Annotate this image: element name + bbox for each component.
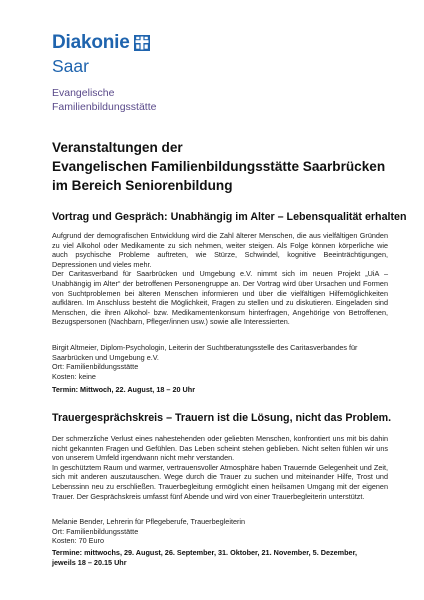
event2-speaker: Melanie Bender, Lehrerin für Pflegeberufe, Trauerbegleiterin xyxy=(52,517,246,526)
event2-meta xyxy=(52,517,388,546)
logo-region: Saar xyxy=(52,56,89,76)
logo-subtitle-line2: Familienbildungsstätte xyxy=(52,101,157,113)
event2-date-line1: Termine: mittwochs, 29. August, 26. September, 31. Oktober, 21. November, 5. Dezember, xyxy=(52,548,358,557)
page-title-line2: Evangelischen Familienbildungsstätte Saarbrücken xyxy=(52,159,386,174)
logo-subtitle xyxy=(52,86,156,114)
event1-body-para2: Der Caritasverband für Saarbrücken und Umgebung e.V. nimmt sich im neuen Projekt „UiA – Unabhängig im Alter“ der betroffenen Personengruppe an. Der Vortrag wird über Ursachen und Formen von Suchtproblemen bei älteren Menschen informieren und über die vielfältigen Hilfemöglichkeiten aufklären. Im Anschluss besteht die Möglichkeit, Fragen zu stellen und zu diskutieren. Eingeladen sind Menschen, die ihren Alkohol- bzw. Medikamentenkonsum hinterfragen, Angehörige von Betroffenen, Bezugspersonen (Nachbarn, Pfleger/innen usw.) sowie alle Interessierten. xyxy=(52,269,388,327)
diakonie-logo xyxy=(52,33,150,53)
page-title xyxy=(52,138,392,195)
event2-body xyxy=(52,434,388,501)
event2-cost: Kosten: 70 Euro xyxy=(52,536,104,546)
event2-date xyxy=(52,548,388,567)
logo-brand: Diakonie xyxy=(52,32,130,53)
event1-speaker: Birgit Altmeier, Diplom-Psychologin, Leiterin der Suchtberatungsstelle des Caritasverbandes für Saarbrücken und Umgebung e.V. xyxy=(52,343,358,362)
event1-location: Ort: Familienbildungsstätte xyxy=(52,362,139,372)
event2-location: Ort: Familienbildungsstätte xyxy=(52,526,139,536)
event2-date-line2: jeweils 18 – 20.15 Uhr xyxy=(52,557,127,567)
event2-title: Trauergesprächskreis – Trauern ist die Lösung, nicht das Problem. xyxy=(52,412,392,424)
event1-title: Vortrag und Gespräch: Unabhängig im Alter – Lebensqualität erhalten xyxy=(52,211,407,223)
page-title-line3: im Bereich Seniorenbildung xyxy=(52,178,233,193)
event1-date: Termin: Mittwoch, 22. August, 18 – 20 Uhr xyxy=(52,385,196,394)
event1-body xyxy=(52,231,388,327)
page-title-line1: Veranstaltungen der xyxy=(52,140,183,155)
logo-subtitle-line1: Evangelische xyxy=(52,87,115,99)
event2-body-para2: In geschütztem Raum und warmer, vertrauensvoller Atmosphäre haben Trauernde Gelegenheit und Zeit, sich mit anderen auszutauschen. Wege durch die Trauer zu suchen und miteinander Hilfe, Trost und Lebenssinn neu zu erschließen. Trauerbegleitung ermöglicht einen heilsamen Umgang mit der eigenen Trauer. Der Gesprächskreis umfasst fünf Abende und wird von einer Trauerbegleiterin unterstützt. xyxy=(52,462,388,501)
event1-meta xyxy=(52,343,388,381)
event1-body-para1: Aufgrund der demografischen Entwicklung wird die Zahl älterer Menschen, die aus vielfältigen Gründen zu viel Alkohol oder Medikamente zu sich nehmen, weiter steigen. Als Folge können körperliche wie auch psychische Probleme auftreten, wie Stürze, Schwindel, kognitive Beeinträchtigungen, Depressionen und vieles mehr. xyxy=(52,231,388,269)
diakonie-cross-icon xyxy=(134,35,150,51)
event1-cost: Kosten: keine xyxy=(52,371,96,381)
event2-body-para1: Der schmerzliche Verlust eines nahestehenden oder geliebten Menschen, konfrontiert uns mit bis dahin nicht gekannten Fragen und Gefühlen. Das Leben scheint stehen geblieben. Nicht selten fühlen wir uns von unserem Umfeld irgendwann nicht mehr verstanden. xyxy=(52,434,388,463)
